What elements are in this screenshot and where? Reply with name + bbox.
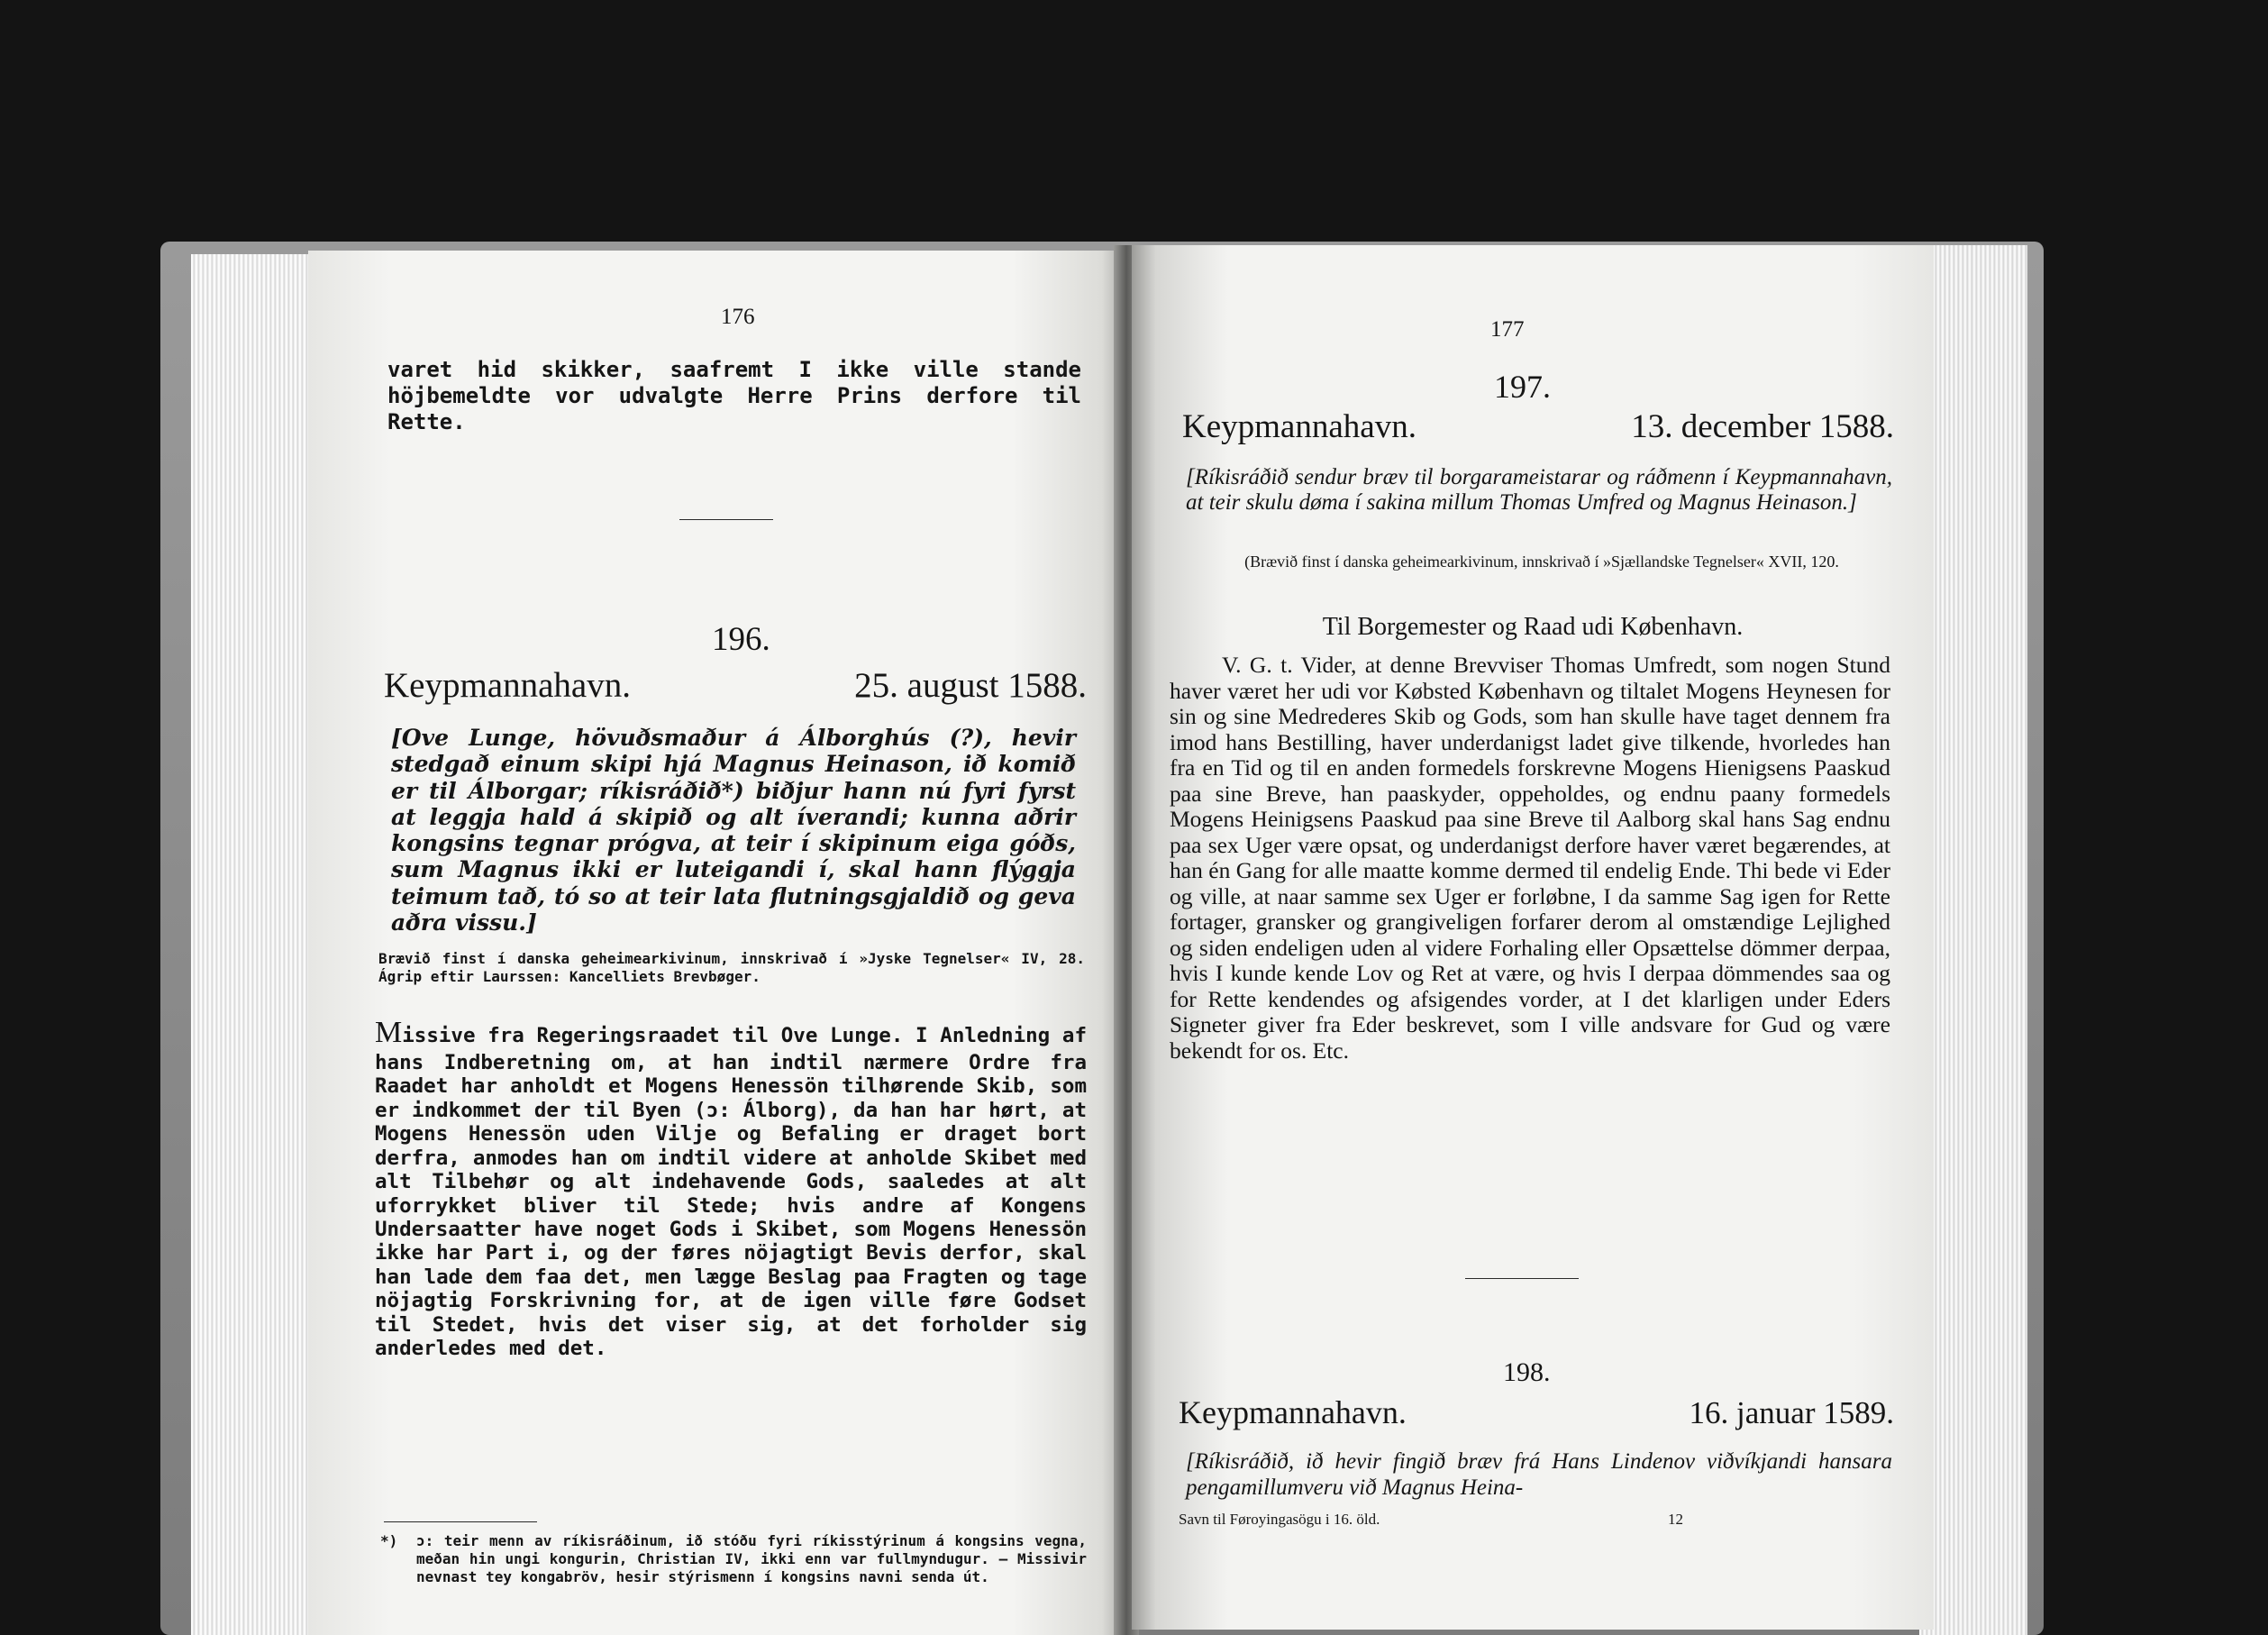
- letter-body: V. G. t. Vider, at denne Brevviser Thomas Umfredt, som nogen Stund haver været her udi vor Købsted København og tiltalet Mogens Heynesen for sin og sine Medrederes Skib og Gods, som han skulle have taget dennem fra imod hans Bestilling, haver underdanigst ladet give tilkende, hvorledes han fra en Tid og til en anden formedels forskrevne Mogens Hienigsens Paaskud paa sine Breve, han paaskyder, oppeholdes, og endnu paany formedels Mogens Heinigsens Paaskud paa sine Breve til Aalborg skal hans Sag endnu paa sex Uger være opsat, og underdanigst derfore haver været begærendes, at han én Gang for alle maatte komme dermed til endelig Ende. Thi bede vi Eder og ville, at naar samme sex Uger er forløbne, I da samme Sag igen for Rette fortager, gransker og grangiveligen forfarer derom al omstændige Lejlighed og siden endeligen uden al videre Forhaling eller Opsættelse dömmer derpaa, hvis I kunde kende Lov og Ret at være, og hvis I derpaa dömmendes saa og for Rette kendendes og afsigendes vorder, at I det klarligen under Eders Signeter giver fra Eder beskrevet, som I ville andsvare for Gud og være bekendt for os. Etc.: [1170, 652, 1890, 1064]
- footnote: ɔ: teir menn av ríkisráðinum, ið stóðu fyri ríkisstýrinum á kongsins vegna, meðan hin ungi kongurin, Christian IV, ikki enn var fullmyndugur. — Missivir nevnast tey kongabröv, hesir stýrismenn í kongsins navni senda út.: [416, 1532, 1087, 1585]
- footnote-mark: *): [380, 1532, 398, 1549]
- place-heading: Keypmannahavn.: [1179, 1394, 1407, 1430]
- place-heading: Keypmannahavn.: [384, 666, 631, 705]
- section-divider: [1465, 1278, 1579, 1279]
- page-footer: [1179, 1511, 1683, 1529]
- letter-address: Til Borgemester og Raad udi København.: [1322, 613, 1744, 641]
- date-heading: 13. december 1588.: [1631, 408, 1894, 445]
- entry-summary: [Ríkisráðið, ið hevir fingið bræv frá Hans Lindenov viðvíkjandi hansara pengamillumveru við Magnus Heina-: [1186, 1449, 1892, 1500]
- left-page: [308, 251, 1126, 1635]
- footnote-rule: [384, 1521, 537, 1522]
- entry-body-text: issive fra Regeringsraadet til Ove Lunge. I Anledning af hans Indberetning om, at han indtil nærmere Ordre fra Raadet har anholdt et Mogens Henessön tilhørende Skib, som er indkommet der til Byen (ɔ: Álborg), da han har hørt, at Mogens Henessön uden Vilje og Befaling er draget bort derfra, anmodes han om indtil videre at anholde Skibet med alt Tilbehør og alt indehavende Gods, saaledes at alt uforrykket bliver til Stede; hvis andre af Kongens Undersaatter have noget Gods i Skibet, som Mogens Henessön ikke har Part i, og der føres nöjagtigt Bevis derfor, skal han lade dem faa det, men lægge Beslag paa Fragten og tage nöjagtig Forskrivning for, at de igen ville føre Godset til Stedet, hvis det viser sig, at det forholder sig anderledes med det.: [375, 1024, 1087, 1361]
- footer-signature: 12: [1668, 1511, 1683, 1528]
- footer-title: Savn til Føroyingasögu i 16. öld.: [1179, 1511, 1380, 1528]
- drop-initial: M: [375, 1016, 403, 1049]
- continued-text: varet hid skikker, saafremt I ikke ville stande höjbemeldte vor udvalgte Herre Prins derfore til Rette.: [387, 357, 1081, 434]
- entry-header: [1182, 407, 1894, 446]
- entry-number: 198.: [1503, 1357, 1551, 1387]
- source-note: (Brævið finst í danska geheimearkivinum, innskrivað í »Sjællandske Tegnelser« XVII, 120.: [1244, 553, 1839, 571]
- source-note: Brævið finst í danska geheimearkivinum, innskrivað í »Jyske Tegnelser« IV, 28. Ágrip eftir Laurssen: Kancelliets Brevbøger.: [378, 950, 1085, 985]
- left-page-edges: [191, 254, 317, 1635]
- entry-summary: [Ríkisráðið sendur bræv til borgarameistarar og ráðmenn í Keypmannahavn, at teir skulu døma í sakina millum Thomas Umfred og Magnus Heinason.]: [1186, 465, 1892, 515]
- entry-number: 196.: [712, 621, 770, 658]
- place-heading: Keypmannahavn.: [1182, 408, 1416, 445]
- date-heading: 25. august 1588.: [854, 666, 1087, 705]
- date-heading: 16. januar 1589.: [1689, 1395, 1894, 1430]
- entry-header: [384, 665, 1087, 706]
- entry-header: [1179, 1393, 1894, 1431]
- entry-body: [375, 1015, 1087, 1361]
- right-page: [1132, 245, 1934, 1630]
- right-page-edges: [1919, 245, 2027, 1635]
- page-number: 177: [1490, 317, 1525, 342]
- entry-number: 197.: [1494, 369, 1551, 405]
- page-number: 176: [721, 305, 755, 329]
- section-divider: [679, 519, 773, 520]
- entry-summary: [Ove Lunge, hövuðsmaður á Álborghús (?), hevir stedgað einum skipi hjá Magnus Heinason, ið komið er til Álborgar; ríkisráðið*) biðjur hann nú fyri fyrst at leggja hald á skipið og alt íverandi; kunna aðrir kongsins tegnar prógva, at teir í skipinum eiga góðs, sum Magnus ikki er luteigandi í, skal hann flýggja teimum tað, tó so at teir lata flutningsgjaldið og geva aðra vissu.]: [391, 725, 1076, 936]
